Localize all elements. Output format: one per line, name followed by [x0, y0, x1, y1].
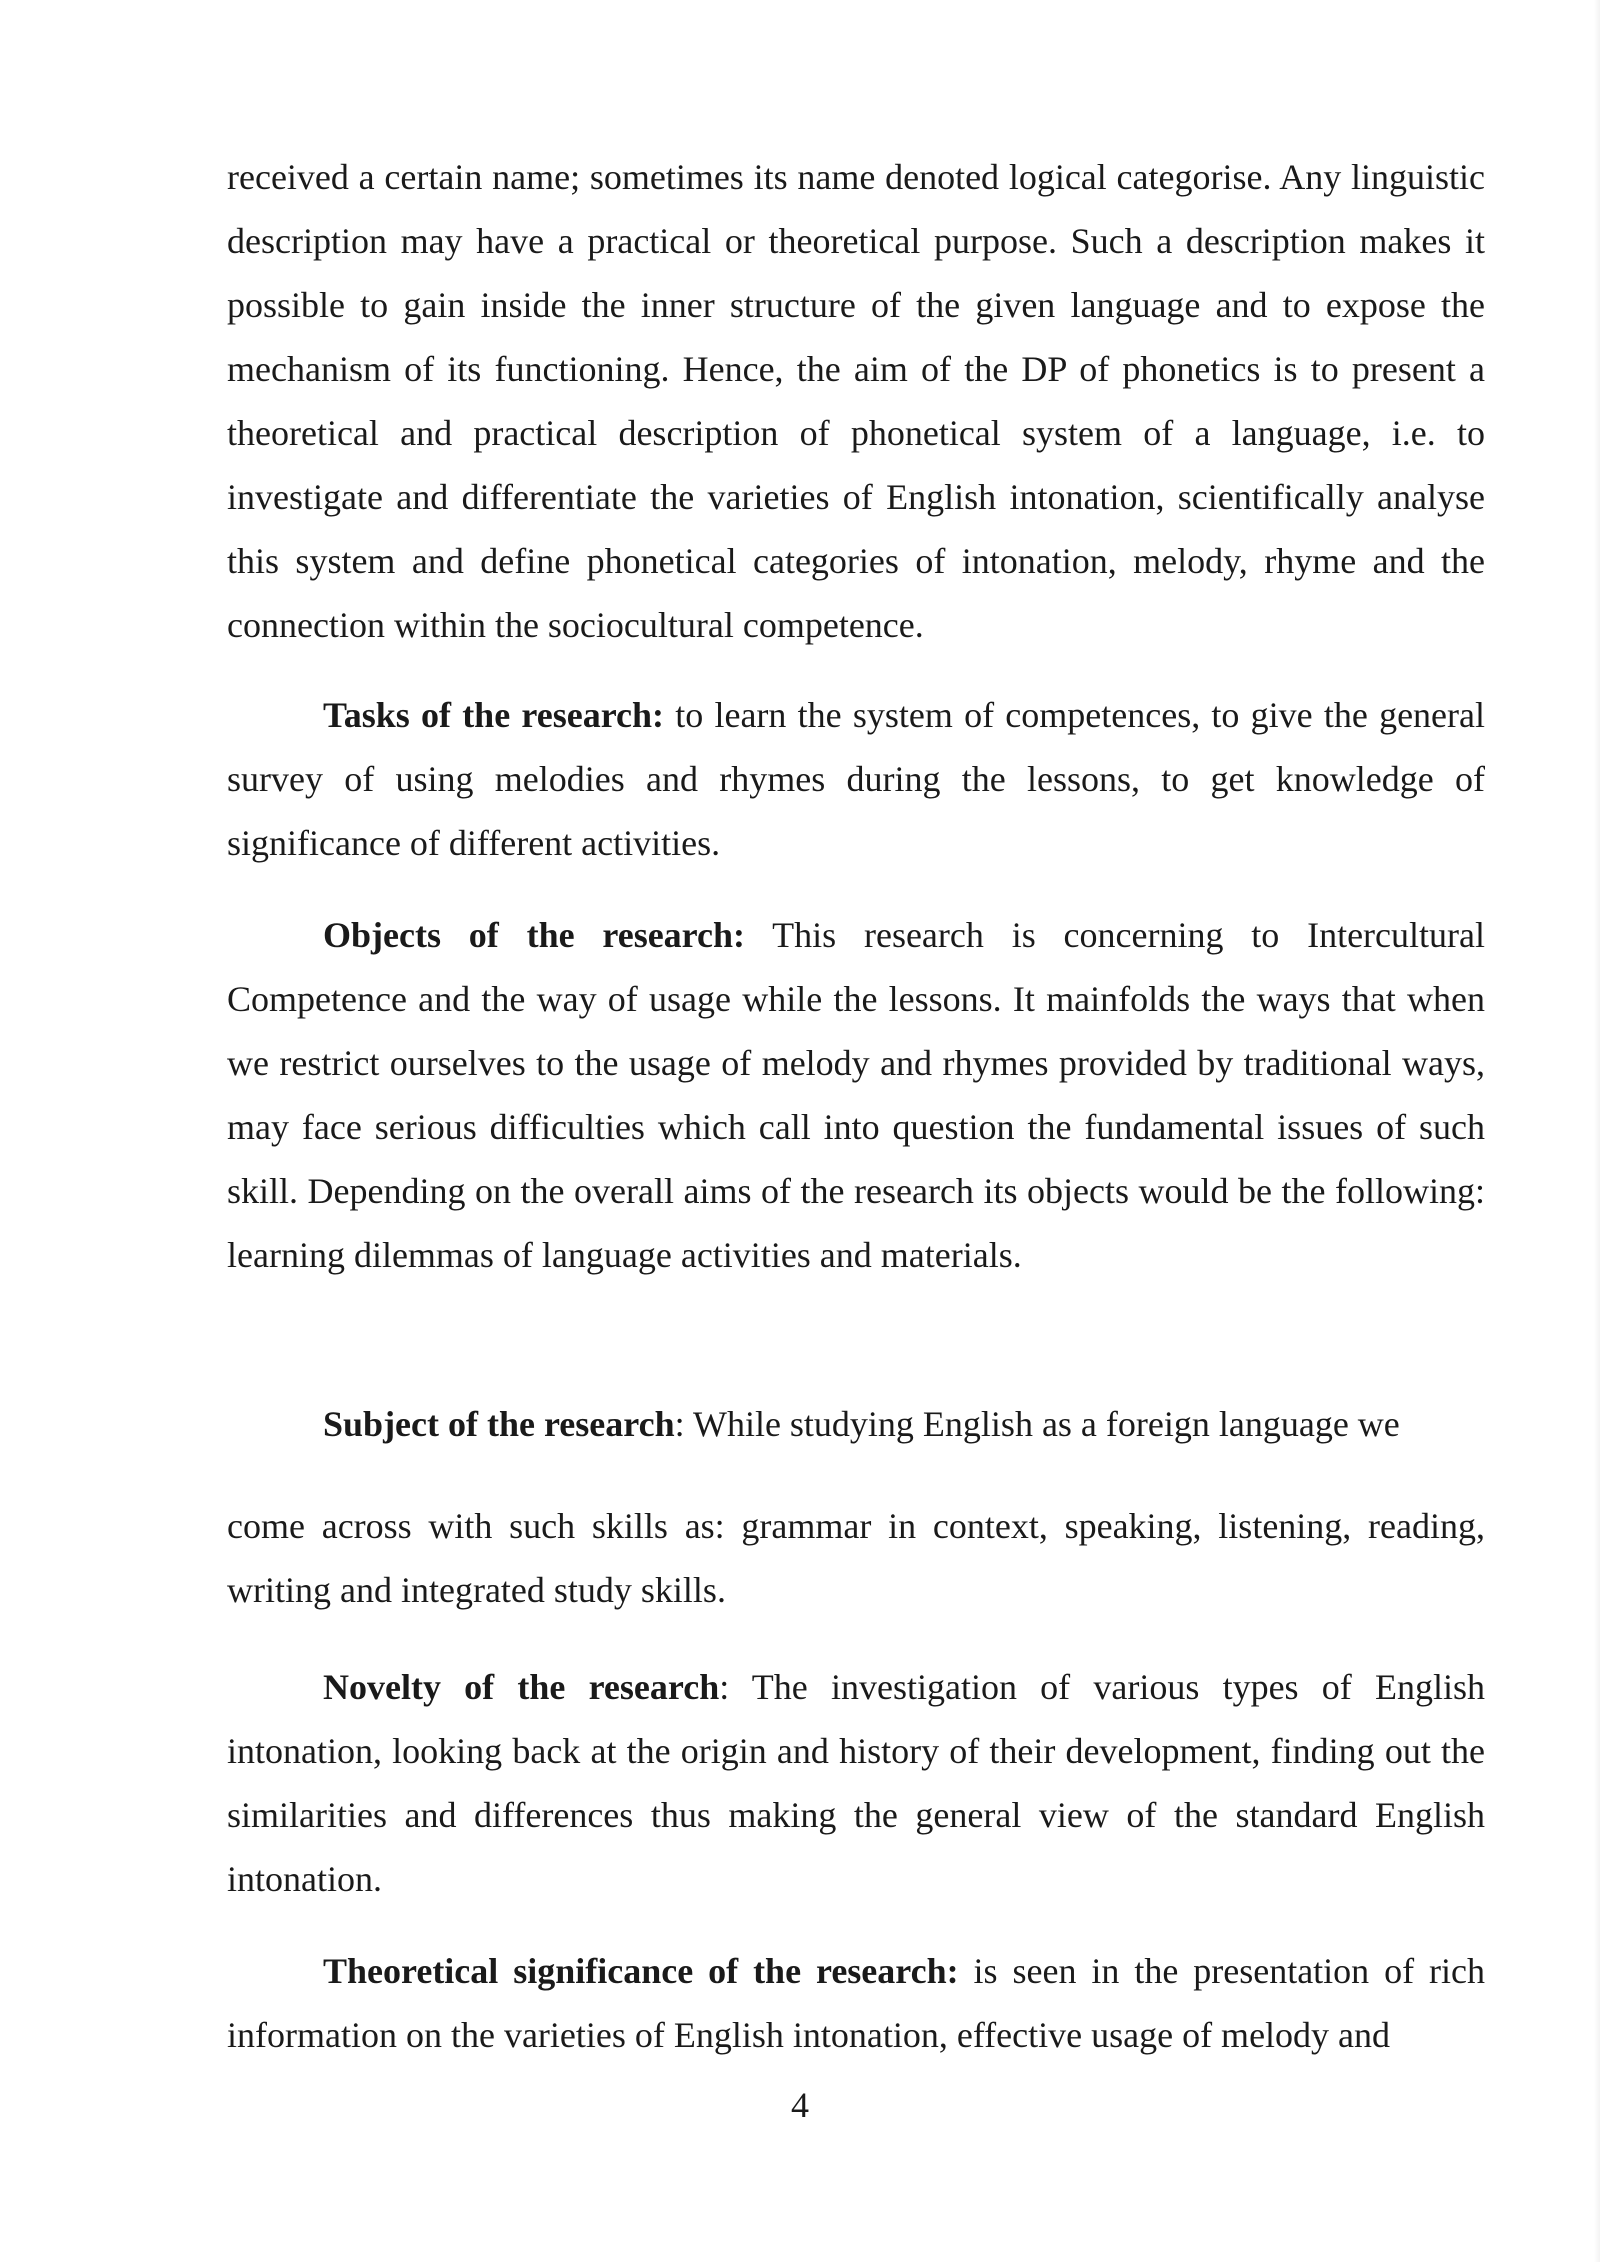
subject-continuation: come across with such skills as: grammar in context, speaking, listening, reading, writing and integrated study skills.: [227, 1506, 1485, 1610]
tasks-paragraph: [227, 683, 1485, 875]
objects-paragraph: [227, 903, 1485, 1287]
tasks-text: to learn the system of competences, to give the general survey of using melodies and rhymes during the lessons, to get knowledge of significance of different activities.: [227, 695, 1485, 863]
objects-heading: Objects of the research:: [323, 915, 745, 955]
paragraph-subject: [227, 1392, 1485, 1456]
paragraph-objects: [227, 903, 1485, 1287]
paragraph-intro: [227, 145, 1485, 657]
page-edge-shadow: [1594, 0, 1600, 2262]
page-number: 4: [791, 2085, 809, 2125]
paragraph-novelty: [227, 1655, 1485, 1911]
novelty-paragraph: [227, 1655, 1485, 1911]
subject-paragraph: [227, 1392, 1485, 1456]
subject-heading: Subject of the research: [323, 1404, 675, 1444]
theoretical-text: is seen in the presentation of rich information on the varieties of English intonation, effective usage of melody and: [227, 1951, 1486, 2055]
paragraph-tasks: [227, 683, 1485, 875]
paragraph-subject-continuation: [227, 1494, 1485, 1622]
novelty-text: : The investigation of various types of English intonation, looking back at the origin and history of their development, finding out the similarities and differences thus making the general view of the standard English intonation.: [227, 1667, 1485, 1899]
subject-text: : While studying English as a foreign language we: [674, 1404, 1400, 1444]
theoretical-heading: Theoretical significance of the research:: [323, 1951, 959, 1991]
novelty-heading: Novelty of the research: [323, 1667, 720, 1707]
theoretical-paragraph: [227, 1939, 1485, 2067]
paragraph-theoretical: [227, 1939, 1485, 2067]
objects-text: This research is concerning to Intercultural Competence and the way of usage while the lessons. It mainfolds the ways that when we restrict ourselves to the usage of melody and rhymes provided by traditional ways, may face serious difficulties which call into question the fundamental issues of such skill. Depending on the overall aims of the research its objects would be the following: learning dilemmas of language activities and materials.: [227, 915, 1485, 1275]
intro-text: received a certain name; sometimes its name denoted logical categorise. Any linguistic description may have a practical or theoretical purpose. Such a description makes it possible to gain inside the inner structure of the given language and to expose the mechanism of its functioning. Hence, the aim of the DP of phonetics is to present a theoretical and practical description of phonetical system of a language, i.e. to investigate and differentiate the varieties of English intonation, scientifically analyse this system and define phonetical categories of intonation, melody, rhyme and the connection within the sociocultural competence.: [227, 157, 1485, 645]
tasks-heading: Tasks of the research:: [323, 695, 665, 735]
